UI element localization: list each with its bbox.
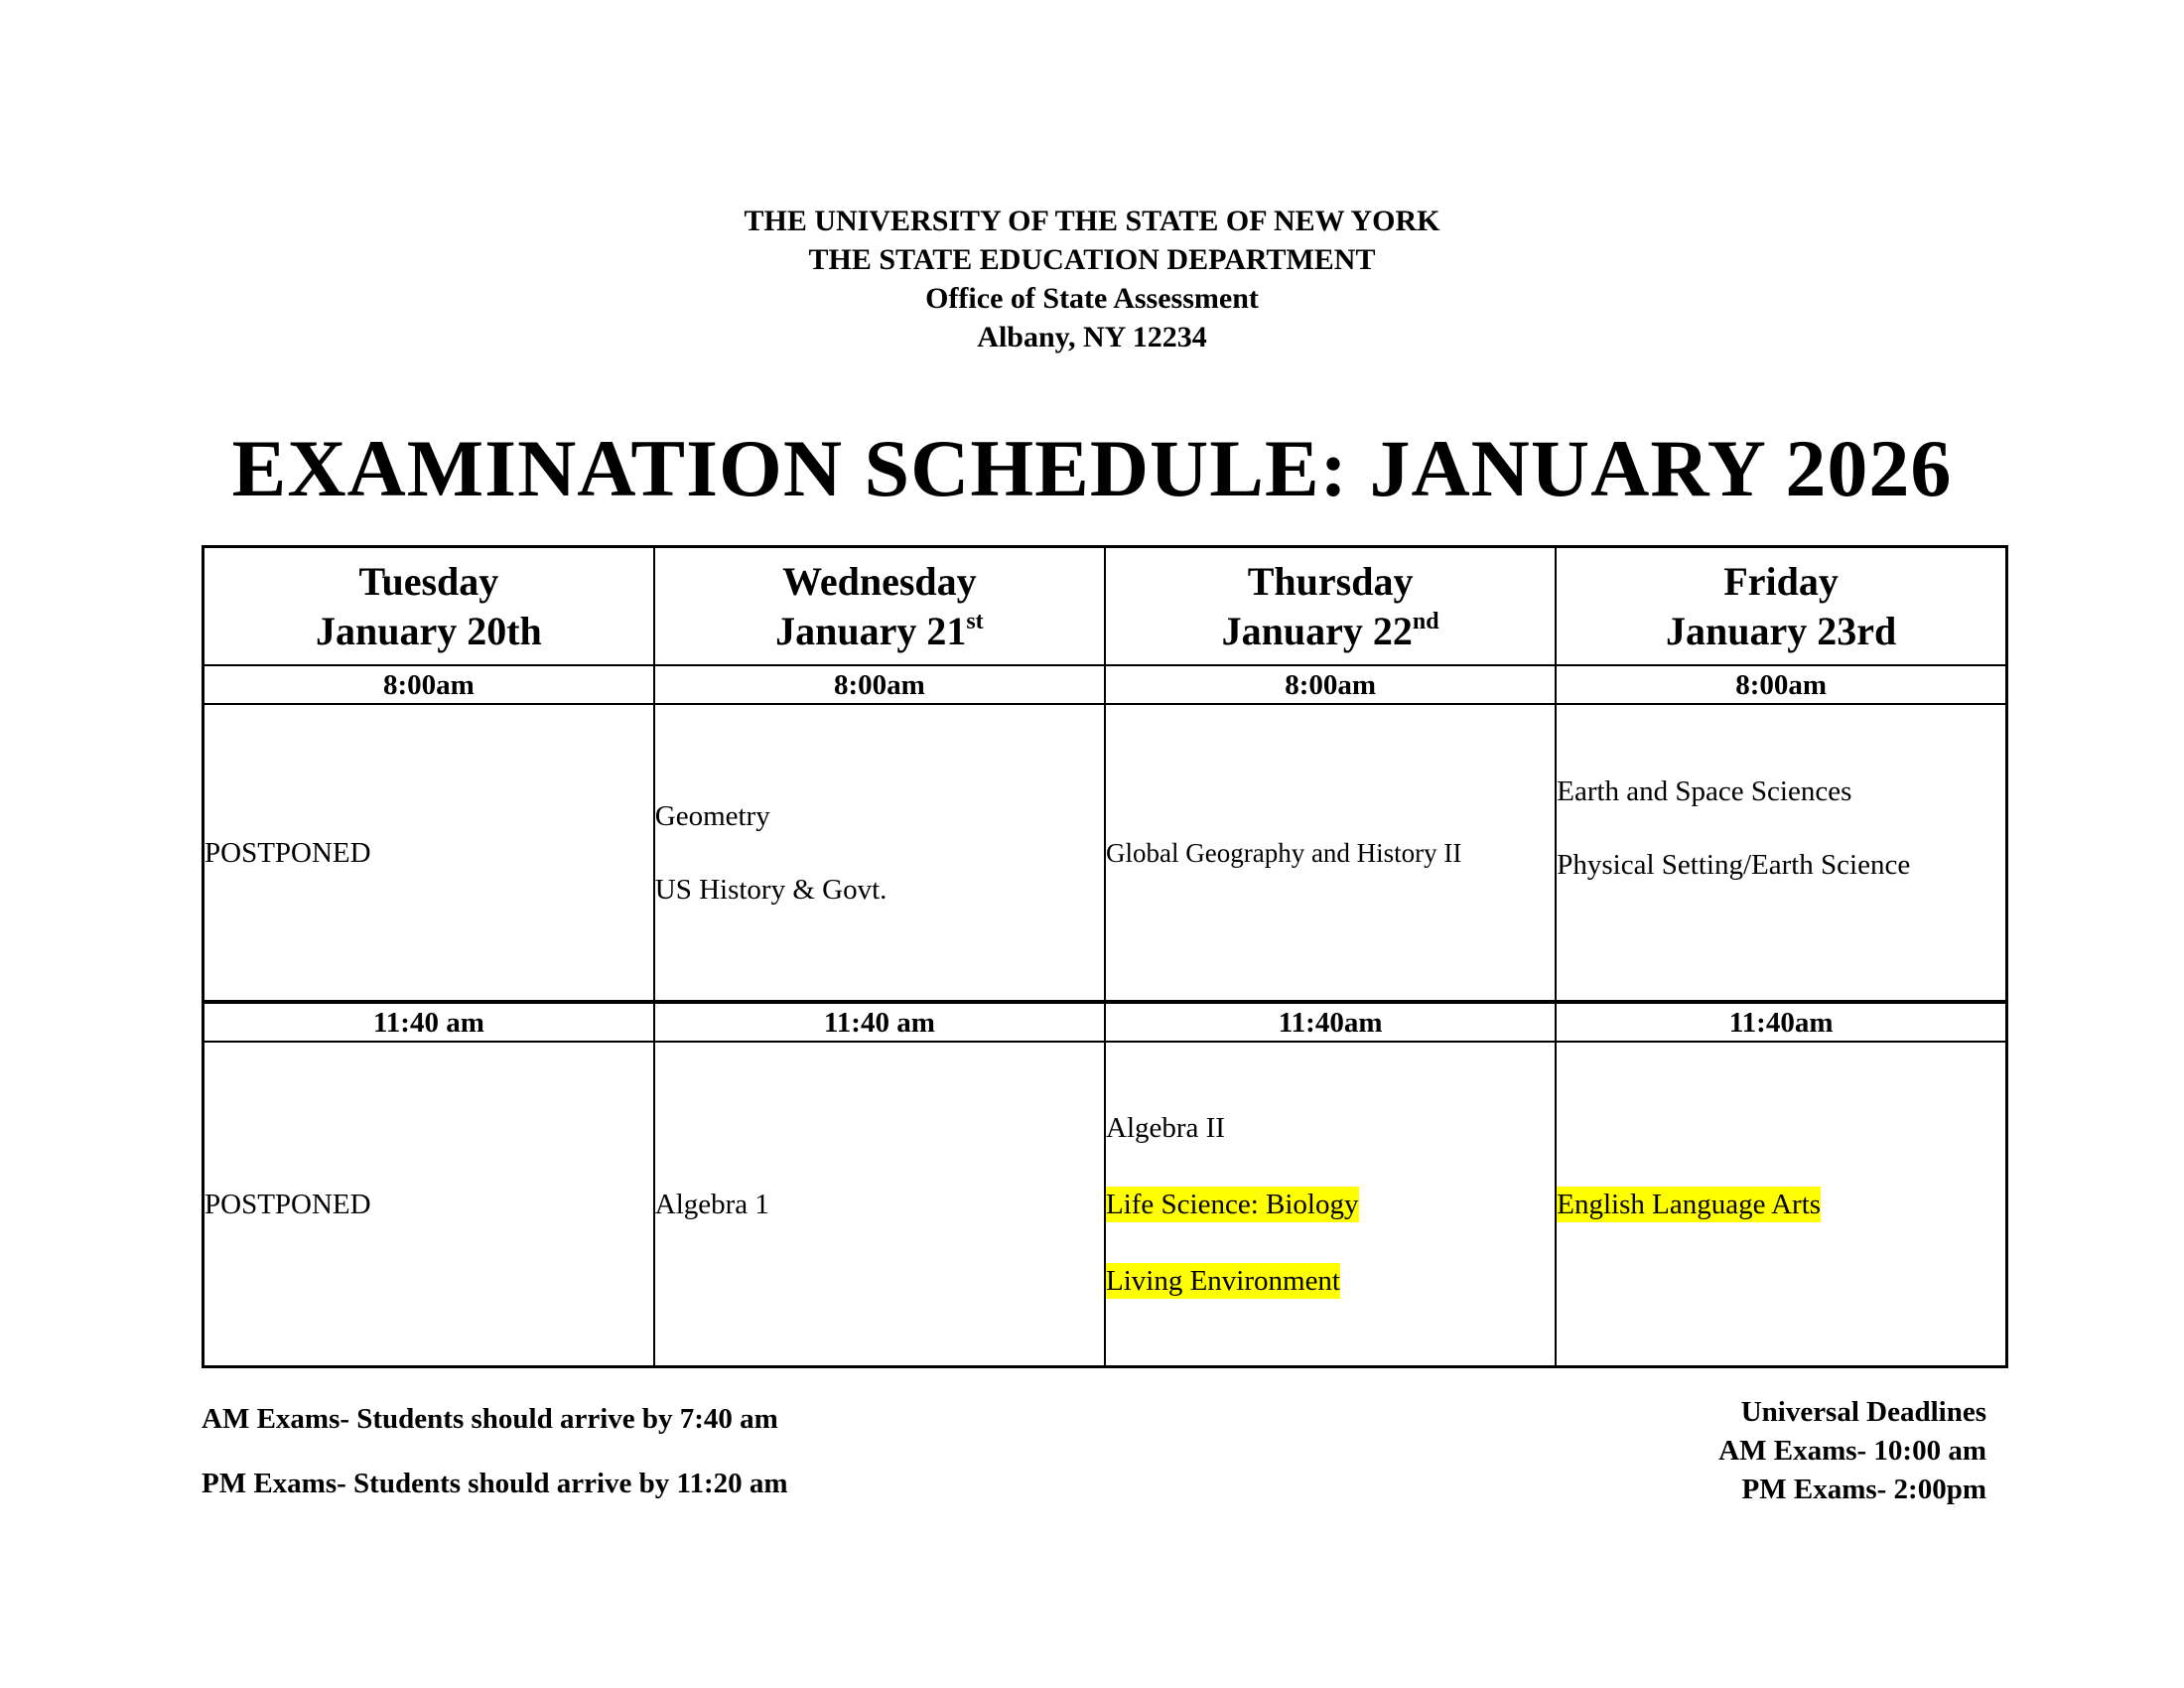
header-university: THE UNIVERSITY OF THE STATE OF NEW YORK: [744, 205, 1440, 237]
exam-item: Geometry: [654, 799, 770, 832]
am-exams-wednesday: [654, 704, 1105, 1002]
header-address: Albany, NY 12234: [977, 321, 1207, 353]
exam-item: POSTPONED: [205, 836, 371, 869]
header-department: THE STATE EDUCATION DEPARTMENT: [808, 243, 1376, 276]
highlighted-exam: English Language Arts: [1557, 1188, 1822, 1220]
day-header-friday: [1556, 547, 2006, 666]
date-suffix: nd: [1412, 608, 1439, 634]
pm-exams-wednesday: [654, 1042, 1105, 1367]
day-header-tuesday: [204, 547, 654, 666]
am-exams-tuesday: [204, 704, 654, 1002]
page-title: EXAMINATION SCHEDULE: JANUARY 2026: [231, 423, 1953, 513]
am-time-tuesday: 8:00am: [204, 665, 654, 704]
date-label: January 22: [1221, 608, 1413, 653]
highlighted-exam: Life Science: Biology: [1106, 1188, 1359, 1220]
day-header-wednesday: [654, 547, 1105, 666]
am-deadline: AM Exams- 10:00 am: [1718, 1435, 1986, 1467]
pm-exams-tuesday: [204, 1042, 654, 1367]
am-time-thursday: 8:00am: [1105, 665, 1556, 704]
exam-item: Algebra 1: [654, 1188, 769, 1220]
exam-item: Algebra II: [1106, 1111, 1225, 1144]
date-suffix: st: [966, 608, 984, 634]
am-exams-friday: [1556, 704, 2006, 1002]
universal-deadlines: [1718, 1393, 1986, 1509]
document-header: [0, 203, 2184, 357]
pm-exams-row: [204, 1042, 2007, 1367]
day-header-row: [204, 547, 2007, 666]
pm-time-wednesday: 11:40 am: [654, 1002, 1105, 1042]
pm-deadline: PM Exams- 2:00pm: [1741, 1474, 1986, 1505]
pm-exams-thursday: [1105, 1042, 1556, 1367]
day-header-thursday: [1105, 547, 1556, 666]
am-time-row: [204, 665, 2007, 704]
am-exams-thursday: [1105, 704, 1556, 1002]
am-time-friday: 8:00am: [1556, 665, 2006, 704]
am-time-wednesday: 8:00am: [654, 665, 1105, 704]
exam-item: Global Geography and History II: [1106, 837, 1462, 868]
exam-item: Physical Setting/Earth Science: [1557, 849, 1911, 881]
pm-exams-friday: [1556, 1042, 2006, 1367]
header-office: Office of State Assessment: [925, 282, 1259, 315]
pm-time-friday: 11:40am: [1556, 1002, 2006, 1042]
exam-item: US History & Govt.: [654, 873, 887, 906]
date-label: January 23rd: [1666, 608, 1897, 653]
weekday-label: Thursday: [1247, 558, 1414, 604]
weekday-label: Friday: [1723, 558, 1839, 604]
deadlines-heading: Universal Deadlines: [1740, 1396, 1986, 1428]
pm-time-thursday: 11:40am: [1105, 1002, 1556, 1042]
pm-time-tuesday: 11:40 am: [204, 1002, 654, 1042]
exam-item: Earth and Space Sciences: [1557, 775, 1852, 807]
weekday-label: Tuesday: [358, 558, 499, 604]
exam-item: POSTPONED: [205, 1188, 371, 1220]
pm-time-row: [204, 1002, 2007, 1042]
am-exams-row: [204, 704, 2007, 1002]
am-arrival-note: AM Exams- Students should arrive by 7:40 am: [202, 1403, 778, 1435]
date-label: January 20th: [315, 608, 542, 653]
exam-schedule-table: [202, 545, 2008, 1368]
pm-arrival-note: PM Exams- Students should arrive by 11:20 am: [202, 1468, 788, 1499]
highlighted-exam: Living Environment: [1106, 1264, 1340, 1297]
date-label: January 21: [775, 608, 967, 653]
weekday-label: Wednesday: [782, 558, 977, 604]
